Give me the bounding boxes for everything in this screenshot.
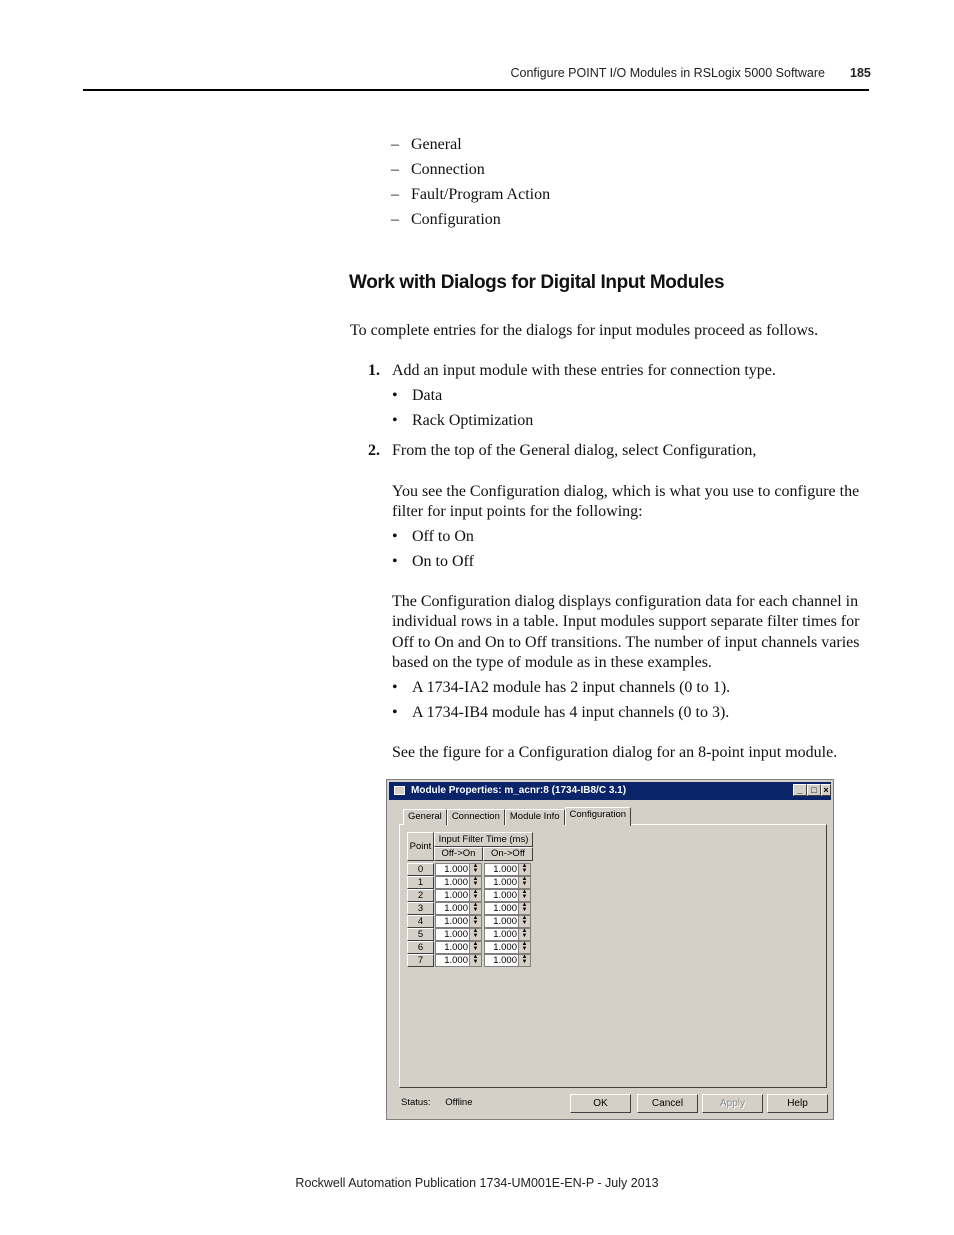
bullet-list <box>392 527 474 577</box>
section-heading: Work with Dialogs for Digital Input Modules <box>349 272 725 293</box>
spinner-icon[interactable]: ▲ ▼ <box>469 916 481 927</box>
spinner-icon[interactable]: ▲ ▼ <box>469 942 481 953</box>
value-text: 1.000 <box>493 903 517 914</box>
value-text: 1.000 <box>444 929 468 940</box>
spinner-icon[interactable]: ▲ ▼ <box>518 877 530 888</box>
spinner-icon[interactable]: ▲ ▼ <box>469 903 481 914</box>
point-column-header: Point <box>407 832 434 861</box>
step-number: 2. <box>368 442 380 459</box>
off-on-value-input[interactable] <box>435 928 482 941</box>
help-button[interactable]: Help <box>767 1094 828 1113</box>
header-rule <box>83 89 869 91</box>
tab-module-info[interactable]: Module Info <box>505 809 565 825</box>
step-number: 1. <box>368 362 380 379</box>
paragraph-line: filter for input points for the following: <box>392 503 643 520</box>
off-on-value-input[interactable] <box>435 863 482 876</box>
spinner-icon[interactable]: ▲ ▼ <box>469 864 481 875</box>
paragraph-line: individual rows in a table. Input modules support separate filter times for <box>392 613 860 630</box>
on-off-value-input[interactable] <box>484 902 531 915</box>
dash-list-item: – Fault/Program Action <box>391 186 551 203</box>
spinner-icon[interactable]: ▲ ▼ <box>469 890 481 901</box>
table-row-point: 2 <box>407 889 434 902</box>
dash-list <box>391 135 550 235</box>
tab-strip <box>403 807 631 825</box>
list-item: • Rack Optimization <box>392 412 534 429</box>
table-row-point: 7 <box>407 954 434 967</box>
filter-time-group-header: Input Filter Time (ms) <box>434 832 533 847</box>
table-row-point: 1 <box>407 876 434 889</box>
step-text: From the top of the General dialog, select Configuration, <box>392 442 757 459</box>
bullet-list <box>392 386 533 436</box>
list-item: • Off to On <box>392 528 474 545</box>
apply-button[interactable]: Apply <box>702 1094 763 1113</box>
spinner-icon[interactable]: ▲ ▼ <box>518 916 530 927</box>
close-icon[interactable]: × <box>821 784 831 796</box>
table-row-point: 0 <box>407 863 434 876</box>
off-on-value-input[interactable] <box>435 902 482 915</box>
dialog-titlebar <box>389 782 831 800</box>
off-on-value-input[interactable] <box>435 954 482 967</box>
spinner-icon[interactable]: ▲ ▼ <box>469 877 481 888</box>
page-number: 185 <box>850 66 871 80</box>
value-text: 1.000 <box>493 942 517 953</box>
minimize-icon[interactable]: _ <box>793 784 807 796</box>
value-text: 1.000 <box>444 916 468 927</box>
value-text: 1.000 <box>493 916 517 927</box>
off-on-value-input[interactable] <box>435 889 482 902</box>
status-value: Offline <box>445 1097 473 1108</box>
spinner-icon[interactable]: ▲ ▼ <box>518 903 530 914</box>
ok-button[interactable]: OK <box>570 1094 631 1113</box>
table-row-point: 3 <box>407 902 434 915</box>
off-on-value-input[interactable] <box>435 876 482 889</box>
off-on-value-input[interactable] <box>435 915 482 928</box>
on-off-value-input[interactable] <box>484 954 531 967</box>
value-text: 1.000 <box>444 890 468 901</box>
paragraph-line: You see the Configuration dialog, which is what you use to configure the <box>392 483 860 500</box>
on-off-value-input[interactable] <box>484 876 531 889</box>
table-row-point: 6 <box>407 941 434 954</box>
spinner-icon[interactable]: ▲ ▼ <box>518 929 530 940</box>
spinner-icon[interactable]: ▲ ▼ <box>518 890 530 901</box>
value-text: 1.000 <box>444 903 468 914</box>
value-text: 1.000 <box>444 942 468 953</box>
value-text: 1.000 <box>444 864 468 875</box>
spinner-icon[interactable]: ▲ ▼ <box>469 955 481 966</box>
on-off-value-input[interactable] <box>484 863 531 876</box>
list-item: • Data <box>392 387 443 404</box>
page-footer: Rockwell Automation Publication 1734-UM001E-EN-P - July 2013 <box>295 1176 659 1190</box>
value-text: 1.000 <box>444 955 468 966</box>
list-item: • A 1734-IA2 module has 2 input channels (0 to 1). <box>392 679 731 696</box>
spinner-icon[interactable]: ▲ ▼ <box>518 864 530 875</box>
bullet-list <box>392 678 730 728</box>
step-text: Add an input module with these entries for connection type. <box>392 362 776 379</box>
tab-connection[interactable]: Connection <box>447 809 505 825</box>
spinner-icon[interactable]: ▲ ▼ <box>518 955 530 966</box>
filter-time-table <box>407 832 533 968</box>
status-bar <box>401 1093 571 1113</box>
module-properties-dialog <box>386 779 834 1120</box>
cancel-button[interactable]: Cancel <box>637 1094 698 1113</box>
paragraph-line: Off to On and On to Off transitions. The number of input channels varies <box>392 634 860 651</box>
on-off-value-input[interactable] <box>484 889 531 902</box>
dash-list-item: – Connection <box>391 161 485 178</box>
list-item: • A 1734-IB4 module has 4 input channels (0 to 3). <box>392 704 730 721</box>
paragraph-line: The Configuration dialog displays configuration data for each channel in <box>392 593 859 610</box>
value-text: 1.000 <box>444 877 468 888</box>
figure-intro: See the figure for a Configuration dialog for an 8-point input module. <box>392 744 838 761</box>
on-off-value-input[interactable] <box>484 915 531 928</box>
on-off-value-input[interactable] <box>484 928 531 941</box>
table-row-point: 4 <box>407 915 434 928</box>
dialog-title: Module Properties: m_acnr:8 (1734-IB8/C 3.1) <box>411 785 627 796</box>
spinner-icon[interactable]: ▲ ▼ <box>518 942 530 953</box>
list-item: • On to Off <box>392 553 474 570</box>
off-on-column-header: Off->On <box>434 847 483 861</box>
window-icon <box>394 786 405 795</box>
on-off-column-header: On->Off <box>483 847 533 861</box>
on-off-value-input[interactable] <box>484 941 531 954</box>
tab-configuration[interactable]: Configuration <box>565 807 632 826</box>
maximize-icon[interactable]: □ <box>807 784 821 796</box>
table-row-point: 5 <box>407 928 434 941</box>
paragraph-line: based on the type of module as in these examples. <box>392 654 712 671</box>
value-text: 1.000 <box>493 929 517 940</box>
dash-list-item: – Configuration <box>391 211 501 228</box>
status-label: Status: <box>401 1097 431 1108</box>
value-text: 1.000 <box>493 955 517 966</box>
value-text: 1.000 <box>493 890 517 901</box>
tab-general[interactable]: General <box>403 809 447 825</box>
value-text: 1.000 <box>493 877 517 888</box>
spinner-icon[interactable]: ▲ ▼ <box>469 929 481 940</box>
value-text: 1.000 <box>493 864 517 875</box>
off-on-value-input[interactable] <box>435 941 482 954</box>
dash-list-item: – General <box>391 136 462 153</box>
running-header: Configure POINT I/O Modules in RSLogix 5000 Software <box>510 66 825 80</box>
intro-paragraph: To complete entries for the dialogs for input modules proceed as follows. <box>350 322 819 339</box>
